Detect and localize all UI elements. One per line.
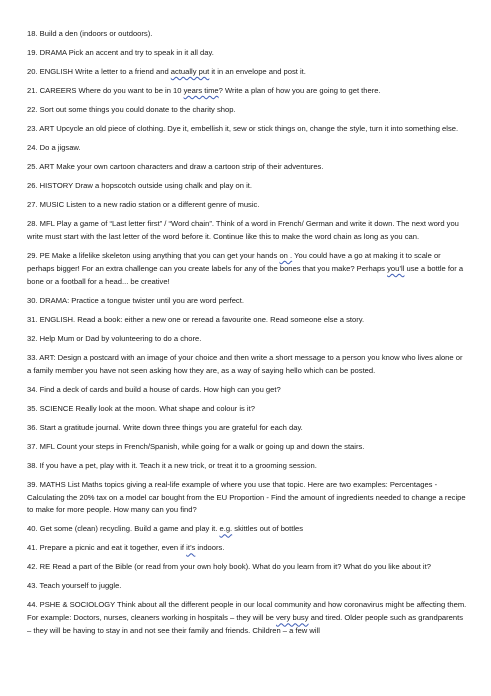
item-text: 42. RE Read a part of the Bible (or read from your own holy book). What do you learn from it? What do you like about it? [27, 562, 431, 572]
item-text: skittles out of bottles [232, 524, 304, 534]
item-text: You could have a go at making it to scale or perhaps bigger! For an extra challenge can you create labels for any of the bones that you make? Perhaps [27, 250, 441, 273]
item-text: 27. MUSIC Listen to a new radio station or a different genre of music. [27, 200, 260, 209]
list-item [27, 314, 467, 327]
item-text: 35. SCIENCE Really look at the moon. What shape and colour is it? [27, 403, 255, 413]
item-text: use a bottle for a bone or a football for a head... be creative! [27, 263, 464, 286]
spellcheck-flagged-text: on . [279, 250, 293, 260]
item-text: 44. PSHE & SOCIOLOGY Think about all the different people in our local community and how coronavirus might be affecting them. For example: Doctors, nurses, cleaners working in hospitals – they will be [27, 600, 467, 623]
item-text: it in an envelope and post it. [209, 67, 306, 76]
item-text: 41. Prepare a picnic and eat it together, even if [27, 543, 187, 553]
list-item [27, 460, 467, 473]
item-text: 36. Start a gratitude journal. Write down three things you are grateful for each day. [27, 422, 303, 432]
list-item [27, 403, 467, 416]
item-text: 19. DRAMA Pick an accent and try to speak in it all day. [27, 48, 214, 57]
item-text: 25. ART Make your own cartoon characters and draw a cartoon strip of their adventures. [27, 162, 324, 171]
item-text: 28. MFL Play a game of “Last letter first” / “Word chain”. Think of a word in French/ German and write it down. The next word you write must start with the last letter of the word before it. Continue like this to make the word chain as long as you can. [27, 219, 459, 241]
spellcheck-flagged-text: e.g. [219, 524, 233, 534]
list-item [27, 104, 467, 117]
list-item [27, 199, 467, 212]
spellcheck-flagged-text: years time [183, 86, 219, 95]
list-item [27, 85, 467, 98]
item-text: 21. CAREERS Where do you want to be in 10 [27, 86, 184, 95]
item-text: 23. ART Upcycle an old piece of clothing. Dye it, embellish it, sew or stick things on, change the style, turn it into something else. [27, 124, 459, 133]
list-item [27, 180, 467, 193]
list-item [27, 384, 467, 397]
list-item [27, 580, 467, 593]
item-text: ? Write a plan of how you are going to get there. [218, 86, 381, 95]
list-item [27, 161, 467, 174]
item-text: 30. DRAMA: Practice a tongue twister until you are word perfect. [27, 295, 244, 305]
item-text: 22. Sort out some things you could donate to the charity shop. [27, 105, 236, 114]
item-text: 39. MATHS List Maths topics giving a real-life example of where you use that topic. Here are two examples: Percentages - Calculating the 20% tax on a model car bought from the EU Proportion - Find the amount of ingredients needed to change a recipe to make for more people. How many can you find? [27, 479, 466, 515]
spellcheck-flagged-text: actually put [170, 67, 210, 76]
item-text: 33. ART: Design a postcard with an image of your choice and then write a short message to a person you know who lives alone or a family member you have not seen asking how they are, as a way of saying hello which can be posted. [27, 352, 463, 375]
list-item [27, 66, 467, 79]
list-item [27, 28, 467, 41]
item-text: 32. Help Mum or Dad by volunteering to do a chore. [27, 333, 202, 343]
list-item [27, 599, 467, 638]
activity-list [27, 28, 467, 644]
item-text: and tired. Older people such as grandparents – they will be having to stay in and not see their family and friends. Children – a few will [27, 613, 464, 636]
list-item [27, 523, 467, 536]
list-item [27, 295, 467, 308]
list-item [27, 218, 467, 244]
item-text: 26. HISTORY Draw a hopscotch outside using chalk and play on it. [27, 181, 252, 190]
list-item [27, 422, 467, 435]
list-item [27, 352, 467, 378]
spellcheck-flagged-text: it’s [186, 543, 196, 553]
list-item [27, 47, 467, 60]
item-text: 38. If you have a pet, play with it. Teach it a new trick, or treat it to a grooming session. [27, 460, 317, 470]
item-text: indoors. [195, 543, 225, 553]
list-item [27, 561, 467, 574]
list-item [27, 142, 467, 155]
list-item [27, 441, 467, 454]
list-item [27, 542, 467, 555]
item-text: 24. Do a jigsaw. [27, 143, 81, 152]
item-text: 31. ENGLISH. Read a book: either a new one or reread a favourite one. Read someone else a story. [27, 314, 365, 324]
item-text: 29. PE Make a lifelike skeleton using anything that you can get your hands [27, 250, 280, 260]
item-text: 40. Get some (clean) recycling. Build a game and play it. [27, 524, 220, 534]
list-item [27, 250, 467, 289]
spellcheck-flagged-text: you’ll [387, 263, 405, 273]
item-text: 37. MFL Count your steps in French/Spanish, while going for a walk or going up and down the stairs. [27, 441, 365, 451]
item-text: 34. Find a deck of cards and build a house of cards. How high can you get? [27, 384, 281, 394]
list-item [27, 333, 467, 346]
item-text: 20. ENGLISH Write a letter to a friend and [27, 67, 171, 76]
list-item [27, 123, 467, 136]
item-text: 18. Build a den (indoors or outdoors). [27, 29, 153, 38]
item-text: 43. Teach yourself to juggle. [27, 581, 122, 591]
list-item [27, 479, 467, 518]
spellcheck-flagged-text: very busy [276, 613, 309, 623]
